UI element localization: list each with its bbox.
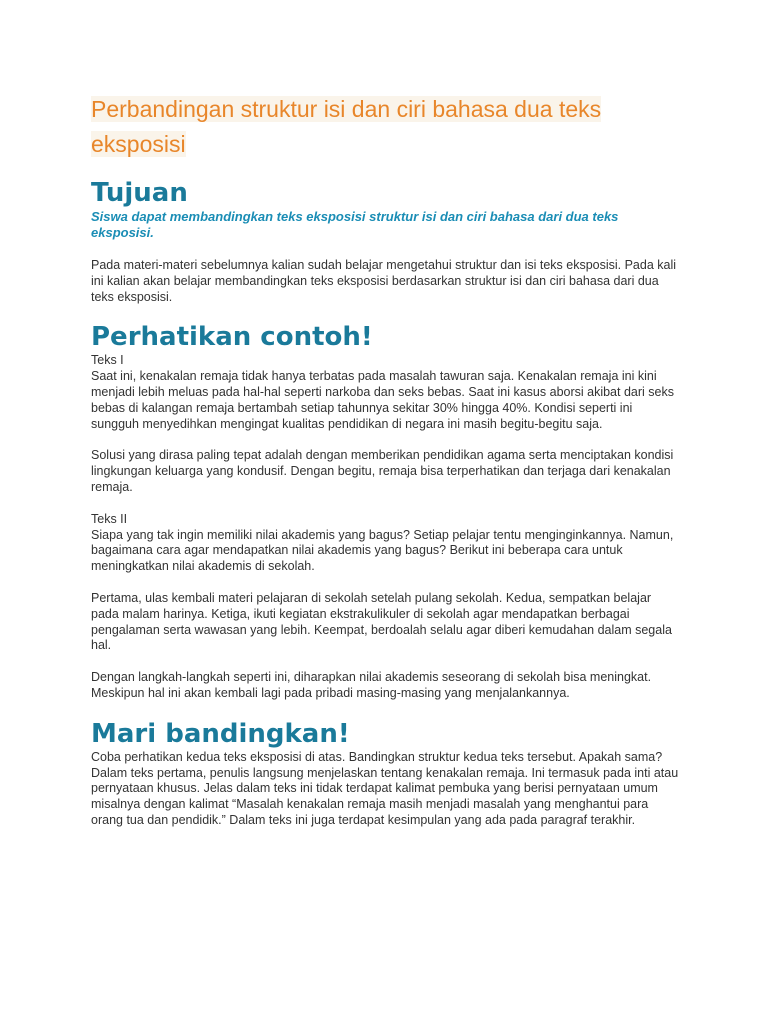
teks-1-paragraph-2: Solusi yang dirasa paling tepat adalah dengan memberikan pendidikan agama serta menciptakan kondisi lingkungan keluarga yang kondusif. Dengan begitu, remaja bisa terperhatikan dan terjaga dari kenakalan remaja. — [91, 448, 674, 494]
teks-1-label: Teks I — [91, 353, 124, 368]
document-title: Perbandingan struktur isi dan ciri bahasa dua teks eksposisi — [91, 96, 602, 157]
title-block — [91, 92, 661, 162]
teks-2-body-1: Siapa yang tak ingin memiliki nilai akademis yang bagus? Setiap pelajar tentu menginginkannya. Namun, bagaimana cara agar mendapatkan nilai akademis yang bagus? Berikut ini beberapa cara untuk meningkatkan nilai akademis di sekolah. — [91, 527, 674, 574]
teks-2-paragraph-3: Dengan langkah-langkah seperti ini, diharapkan nilai akademis seseorang di sekolah bisa meningkat. Meskipun hal ini akan kembali lagi pada pribadi masing-masing yang menjalankannya. — [91, 670, 652, 700]
comparison-paragraph: Coba perhatikan kedua teks eksposisi di atas. Bandingkan struktur kedua teks tersebut. Apakah sama? Dalam teks pertama, penulis langsung menjelaskan tentang kenakalan remaja. Ini termasuk pada inti atau pernyataan khusus. Jelas dalam teks ini tidak terdapat kalimat pembuka yang berisi pernyataan umum misalnya dengan kalimat “Masalah kenakalan remaja masih menjadi masalah yang menghantui para orang tua dan pendidik.” Dalam teks ini juga terdapat kesimpulan yang ada pada paragraf terakhir. — [91, 749, 679, 827]
intro-paragraph: Pada materi-materi sebelumnya kalian sudah belajar mengetahui struktur dan isi teks eksposisi. Pada kali ini kalian akan belajar membandingkan teks eksposisi berdasarkan struktur isi dan ciri bahasa dari dua teks eksposisi. — [91, 258, 677, 304]
heading-tujuan: Tujuan — [91, 178, 188, 208]
heading-mari-bandingkan: Mari bandingkan! — [91, 718, 350, 749]
heading-perhatikan-contoh: Perhatikan contoh! — [91, 322, 373, 353]
learning-goal: Siswa dapat membandingkan teks eksposisi struktur isi dan ciri bahasa dari dua teks eksposisi. — [91, 209, 619, 240]
teks-2-paragraph-1 — [91, 512, 681, 575]
teks-1-body-1: Saat ini, kenakalan remaja tidak hanya terbatas pada masalah tawuran saja. Kenakalan remaja ini kini menjadi lebih meluas pada hal-hal seperti narkoba dan seks bebas. Saat ini kasus aborsi akibat dari seks bebas di kalangan remaja bertambah setiap tahunnya sekitar 30% hingga 40%. Kondisi seperti ini sungguh menyedihkan mengingat kualitas pendidikan di negara ini masih begitu-begitu saja. — [91, 369, 674, 431]
teks-2-paragraph-2: Pertama, ulas kembali materi pelajaran di sekolah setelah pulang sekolah. Kedua, sempatkan belajar pada malam harinya. Ketiga, ikuti kegiatan ekstrakulikuler di sekolah agar mendapatkan berbagai pengalaman serta wawasan yang lebih. Keempat, berdoalah selalu agar diberi kemudahan dalam segala hal. — [91, 590, 672, 653]
teks-1-paragraph-1 — [91, 353, 681, 432]
teks-2-label: Teks II — [91, 511, 128, 526]
